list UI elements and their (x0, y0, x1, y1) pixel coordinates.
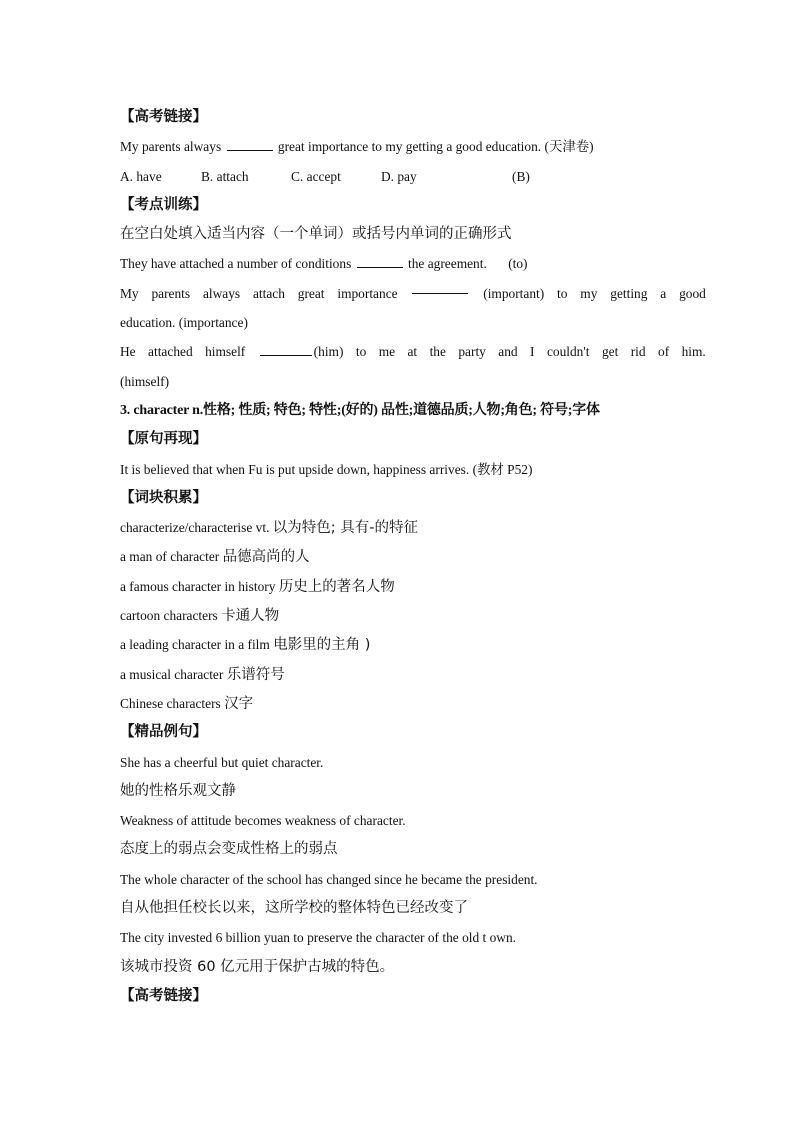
word: himself (205, 344, 246, 360)
word: great (297, 285, 325, 301)
word: to (557, 285, 568, 301)
phrase-cn: 以为特色; 具有-的特征 (272, 520, 419, 537)
phrase-cn: 历史上的著名人物 (278, 578, 395, 595)
example-en: The city invested 6 billion yuan to preserve the character of the old t own. (120, 930, 517, 946)
question-1-post: great importance to my getting a good education. (天津卷) (277, 139, 594, 155)
answer-blank (357, 253, 403, 268)
answer-blank (260, 341, 312, 356)
word: always (202, 285, 241, 301)
word: of (658, 344, 670, 360)
practice-item-2-cont: education. (importance) (120, 315, 248, 331)
word: my (580, 285, 598, 301)
answer-blank (227, 136, 273, 151)
question-1-options (120, 162, 706, 191)
example-cn: 她的性格乐观文静 (120, 782, 236, 799)
word: (important) (483, 285, 545, 301)
word: good (679, 285, 706, 301)
phrase-en: a man of character (120, 549, 220, 565)
word: attached (148, 344, 193, 360)
phrase-item (120, 630, 706, 659)
example-cn: 自从他担任校长以来，这所学校的整体特色已经改变了 (120, 900, 468, 917)
section-header-gaokao-link-2: 【高考链接】 (120, 987, 207, 1004)
word: me (378, 344, 396, 360)
phrase-item (120, 601, 706, 630)
phrase-cn: 汉字 (224, 695, 254, 712)
phrase-en: cartoon characters (120, 608, 218, 624)
word: (him) (313, 344, 344, 360)
entry-title-character: 3. character n.性格; 性质; 特色; 特性;(好的) 品性;道德品质;人物;角色; 符号;字体 (120, 402, 600, 418)
section-header-practice: 【考点训练】 (120, 196, 207, 213)
document-page (120, 103, 706, 1011)
section-header-examples: 【精品例句】 (120, 724, 207, 741)
option-c: C. accept (291, 168, 341, 184)
phrase-cn: 电影里的主角 ) (273, 637, 371, 654)
question-1 (120, 132, 706, 161)
word: the (429, 344, 446, 360)
section-header-gaokao-link: 【高考链接】 (120, 109, 207, 125)
phrase-en: a famous character in history (120, 578, 276, 594)
word: getting (610, 285, 648, 301)
word: and (498, 344, 518, 360)
practice-item-1 (120, 249, 706, 278)
word: parents (151, 285, 191, 301)
blank-group (258, 337, 344, 366)
word: rid (630, 344, 646, 360)
word: party (458, 344, 486, 360)
phrase-en: Chinese characters (120, 695, 221, 711)
word: He (120, 344, 136, 360)
phrase-item (120, 542, 706, 571)
option-d: D. pay (381, 168, 417, 184)
word: at (407, 344, 418, 360)
practice-item-3-cont: (himself) (120, 373, 170, 389)
word: him. (681, 344, 706, 360)
practice-item-3 (120, 337, 706, 366)
original-sentence: It is believed that when Fu is put upside down, happiness arrives. (教材 P52) (120, 461, 533, 477)
practice-instruction: 在空白处填入适当内容（一个单词）或括号内单词的正确形式 (120, 226, 512, 243)
example-en: The whole character of the school has changed since he became the president. (120, 871, 538, 887)
practice-item-2 (120, 279, 706, 308)
phrase-en: characterize/characterise vt. (120, 520, 270, 536)
question-1-answer: (B) (512, 168, 530, 184)
word: I (530, 344, 535, 360)
section-header-original-sentence: 【原句再现】 (120, 431, 207, 448)
phrase-item (120, 689, 706, 718)
word: couldn't (546, 344, 590, 360)
practice-item-1-hint: (to) (508, 256, 528, 272)
option-b: B. attach (201, 168, 249, 184)
example-cn: 态度上的弱点会变成性格上的弱点 (120, 841, 338, 858)
word: attach (252, 285, 285, 301)
phrase-item (120, 572, 706, 601)
phrase-en: a leading character in a film (120, 637, 270, 653)
practice-item-1-pre: They have attached a number of conditions (120, 256, 352, 272)
word: importance (337, 285, 398, 301)
section-header-phrases: 【词块积累】 (120, 489, 207, 506)
phrase-item (120, 513, 706, 542)
practice-item-1-post: the agreement. (408, 256, 487, 272)
option-a: A. have (120, 168, 162, 184)
example-en: She has a cheerful but quiet character. (120, 754, 324, 770)
question-1-pre: My parents always (120, 139, 222, 155)
example-en: Weakness of attitude becomes weakness of character. (120, 813, 406, 829)
word: a (660, 285, 667, 301)
word: My (120, 285, 139, 301)
phrase-item (120, 660, 706, 689)
phrase-en: a musical character (120, 666, 224, 682)
example-cn: 该城市投资 60 亿元用于保护古城的特色。 (120, 958, 395, 975)
word: to (355, 344, 367, 360)
phrase-cn: 乐谱符号 (226, 666, 285, 683)
phrase-cn: 品德高尚的人 (222, 549, 310, 566)
phrase-cn: 卡通人物 (221, 608, 280, 625)
word: get (601, 344, 619, 360)
answer-blank (412, 279, 468, 294)
